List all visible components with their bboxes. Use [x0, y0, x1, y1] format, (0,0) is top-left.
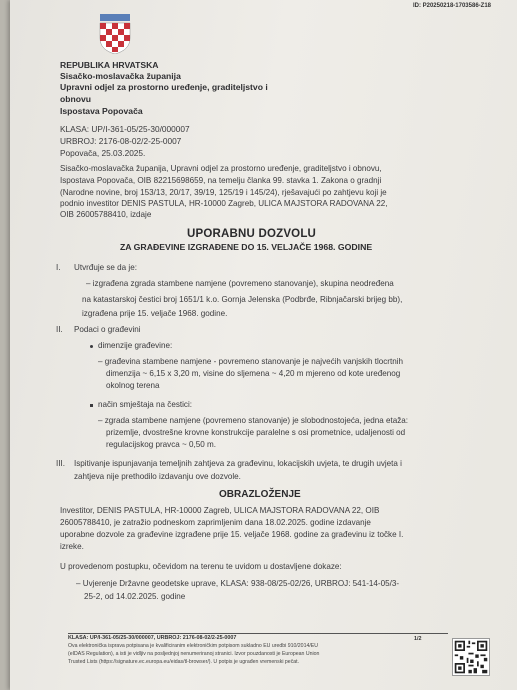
department-line1: Upravni odjel za prostorno uređenje, graditeljstvo i [60, 82, 268, 92]
county-name: Sisačko-moslavačka županija [60, 71, 181, 81]
section1-lead: Utvrđuje se da je: [74, 263, 137, 272]
section2-bullet2-line: prizemlje, dvostrešne krovne konstrukcije paralelne s osi prometnice, udaljenosti od [106, 428, 406, 437]
bullet-icon [90, 404, 93, 407]
intro-line: OIB 26005788410, izdaje [60, 210, 152, 219]
qr-code-icon [452, 638, 490, 676]
footer-line: Ova elektronička isprava potpisana je kvalificiranim elektroničkim potpisom sukladno EU uredbi 910/2014/EU [68, 643, 318, 649]
reasoning-line: Investitor, DENIS PASTULA, HR-10000 Zagreb, ULICA MAJSTORA RADOVANA 22, OIB [60, 506, 380, 515]
document-subtitle: ZA GRAĐEVINE IZGRAĐENE DO 15. VELJAČE 1968. GODINE [120, 242, 373, 252]
section2-bullet1-line: okolnog terena [106, 381, 160, 390]
urbroj-ref: URBROJ: 2176-08-02/2-25-0007 [60, 136, 182, 146]
reasoning-p2-line: 25-2, od 14.02.2025. godine [84, 592, 186, 601]
intro-line: Sisačko-moslavačka županija, Upravni odjel za prostorno uređenje, graditeljstvo i obnovu, [60, 164, 382, 173]
footer-line: Trusted Lists (https://signature.ec.europa.eu/eidas/tl-browser/). U potpis je ugrađen vremenski pečat. [68, 659, 300, 665]
klasa-ref: KLASA: UP/I-361-05/25-30/000007 [60, 124, 190, 134]
bullet-icon [90, 345, 93, 348]
reasoning-p2-line: – Uvjerenje Državne geodetske uprave, KLASA: 938-08/25-02/26, URBROJ: 541-14-05/3- [76, 579, 400, 588]
page-number: 1/2 [414, 636, 422, 642]
section1-line: na katastarskoj čestici broj 1651/1 k.o. Gornja Jelenska (Podbrđe, Ribnjačarski brijeg bb), [82, 295, 403, 304]
document-page [10, 0, 517, 690]
place-date: Popovača, 25.03.2025. [60, 148, 146, 158]
section2-bullet2: način smještaja na čestici: [98, 400, 193, 409]
reasoning-line: 26005788410, je zatražio podneskom zaprimljenim dana 18.02.2025. godine izdavanje [60, 518, 371, 527]
footer-line: (eIDAS Regulation), a isti je vidljiv na posljednjoj nenumeriranoj stranici. Izvor pouzdanosti je European Union [68, 651, 320, 657]
section1-line: izgrađena prije 15. veljače 1968. godine. [82, 309, 228, 318]
section2-number: II. [56, 325, 63, 334]
reasoning-line: uporabne dozvole za građevine izgrađene prije 15. veljače 1968. godine za građevinu iz točke I. [60, 530, 404, 539]
document-title: UPORABNU DOZVOLU [187, 228, 317, 240]
intro-line: podnio investitor DENIS PASTULA, HR-10000 Zagreb, ULICA MAJSTORA RADOVANA 22, [60, 199, 388, 208]
intro-line: Ispostava Popovača, OIB 82215698659, na temelju članka 99. stavka 1. Zakona o gradnji [60, 176, 382, 185]
footer-divider [68, 633, 448, 634]
footer-refline: KLASA: UP/I-361-05/25-30/000007, URBROJ: 2176-08-02/2-25-0007 [68, 635, 237, 641]
document-id: ID: P20250218-1703586-Z18 [412, 3, 491, 9]
country-name: REPUBLIKA HRVATSKA [60, 60, 159, 70]
department-line2: obnovu [60, 94, 92, 104]
reasoning-p2: U provedenom postupku, očevidom na terenu te uvidom u dostavljene dokaze: [60, 562, 342, 571]
section1-number: I. [56, 263, 61, 272]
reasoning-title: OBRAZLOŽENJE [219, 489, 301, 500]
intro-line: (Narodne novine, broj 153/13, 20/17, 39/19, 125/19 i 145/24), rješavajući po zahtjevu koji je [60, 188, 387, 197]
section2-bullet1: dimenzije građevine: [98, 341, 173, 350]
section2-bullet2-line: regulacijskog pravca ~ 0,50 m. [106, 440, 216, 449]
section2-bullet1-line: dimenzija ~ 6,15 x 3,20 m, visine do sljemena ~ 4,20 m mjereno od kote uređenog [106, 369, 401, 378]
section2-lead: Podaci o građevini [74, 325, 141, 334]
section3-line: zahtjeva nije prethodilo izdavanju ove dozvole. [74, 472, 241, 481]
office-name: Ispostava Popovača [60, 106, 143, 116]
section2-bullet1-line: – građevina stambene namjene - povremeno stanovanje je najvećih vanjskih tlocrtnih [98, 357, 404, 366]
section3-number: III. [56, 459, 65, 468]
section3-line: Ispitivanje ispunjavanja temeljnih zahtjeva za građevinu, lokacijskih uvjeta, te drugih uvjeta i [74, 459, 402, 468]
section1-line: – izgrađena zgrada stambene namjene (povremeno stanovanje), skupina neodređena [86, 279, 394, 288]
croatian-coat-of-arms-icon [98, 14, 132, 54]
section2-bullet2-line: – zgrada stambene namjene (povremeno stanovanje) je slobodnostojeća, jedna etaža: [98, 416, 409, 425]
reasoning-line: izreke. [60, 542, 84, 551]
